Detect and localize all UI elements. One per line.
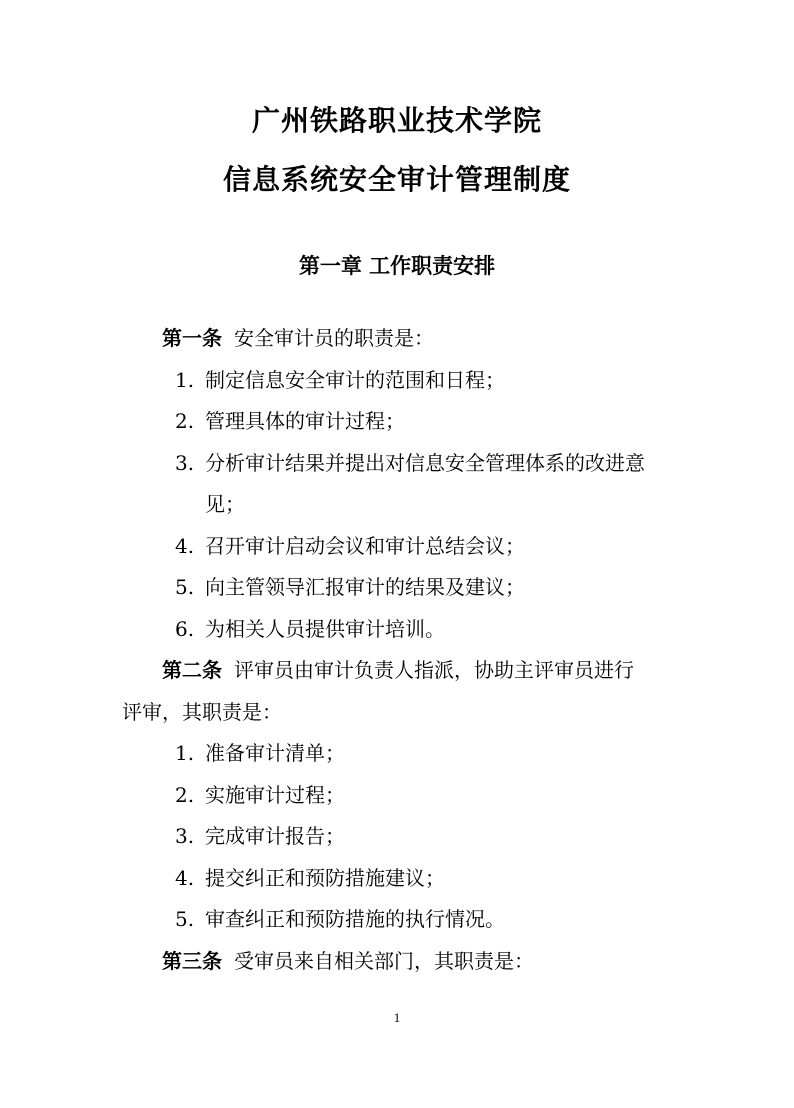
item-number: 5.: [175, 575, 195, 599]
item-number: 2.: [175, 783, 195, 807]
article-2-continuation: 评审，其职责是：: [122, 700, 282, 724]
item-number: 1.: [175, 368, 195, 392]
document-title-institution: 广州铁路职业技术学院: [251, 104, 542, 137]
article-1-item-2: [175, 406, 405, 436]
item-number: 6.: [175, 617, 195, 641]
article-2: [162, 655, 634, 685]
item-text: 完成审计报告；: [205, 824, 345, 848]
item-text: 管理具体的审计过程；: [205, 409, 405, 433]
article-1-item-3-continuation: 见；: [205, 492, 245, 516]
article-2-item-1: [175, 738, 345, 768]
article-1-item-6: [175, 614, 445, 644]
article-2-label: 第二条: [162, 658, 222, 682]
item-text: 分析审计结果并提出对信息安全管理体系的改进意: [205, 451, 645, 475]
item-text: 召开审计启动会议和审计总结会议；: [205, 534, 525, 558]
item-text: 实施审计过程；: [205, 783, 345, 807]
item-text: 制定信息安全审计的范围和日程；: [205, 368, 505, 392]
article-2-text: 评审员由审计负责人指派，协助主评审员进行: [234, 658, 634, 682]
article-1-item-3: [175, 448, 645, 478]
article-1-item-1: [175, 365, 505, 395]
document-title-policy: 信息系统安全审计管理制度: [222, 163, 571, 196]
item-number: 3.: [175, 824, 195, 848]
item-number: 4.: [175, 866, 195, 890]
article-3-label: 第三条: [162, 949, 222, 973]
article-2-item-5: [175, 904, 505, 934]
page-number: 1: [393, 1010, 401, 1025]
article-1-label: 第一条: [162, 326, 222, 350]
article-1: [162, 323, 434, 353]
item-text: 向主管领导汇报审计的结果及建议；: [205, 575, 525, 599]
item-number: 5.: [175, 907, 195, 931]
article-2-item-3: [175, 821, 345, 851]
item-text: 提交纠正和预防措施建议；: [205, 866, 445, 890]
article-1-text: 安全审计员的职责是：: [234, 326, 434, 350]
chapter-heading: 第一章 工作职责安排: [298, 254, 496, 278]
article-3-text: 受审员来自相关部门，其职责是：: [234, 949, 534, 973]
article-2-item-4: [175, 863, 445, 893]
article-1-item-5: [175, 572, 525, 602]
item-text: 准备审计清单；: [205, 741, 345, 765]
article-3: [162, 946, 534, 976]
item-number: 2.: [175, 409, 195, 433]
item-number: 3.: [175, 451, 195, 475]
article-2-item-2: [175, 780, 345, 810]
item-text: 为相关人员提供审计培训。: [205, 617, 445, 641]
item-text: 审查纠正和预防措施的执行情况。: [205, 907, 505, 931]
article-1-item-4: [175, 531, 525, 561]
item-number: 1.: [175, 741, 195, 765]
item-number: 4.: [175, 534, 195, 558]
